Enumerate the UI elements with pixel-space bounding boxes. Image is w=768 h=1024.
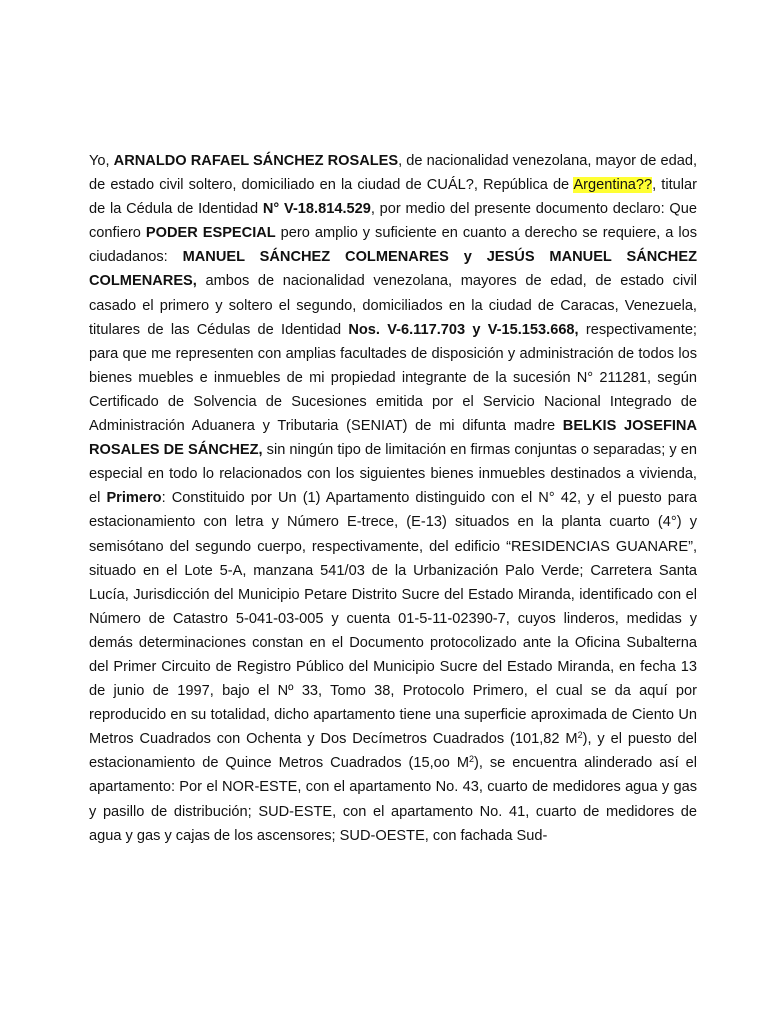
- power-type: PODER ESPECIAL: [145, 225, 276, 242]
- highlighted-country: Argentina??: [573, 177, 653, 194]
- text-segment: ), se encuentra alinderado así el apartamento: Por el NOR-ESTE, con el apartamento No. 43, cuarto de medidores agua y gas y pasillo de distribución; SUD-ESTE, con el apartamento No. 41, cuarto de medidores de agua y gas y cajas de los ascensores; SUD-OESTE, con fachada Sud-: [89, 755, 697, 844]
- text-segment: ambos de nacionalidad venezolana, mayores de edad, de estado civil casado el primero y soltero el segundo, domiciliados en la ciudad de Caracas, Venezuela, titulares de las Cédulas de Identidad: [89, 273, 697, 338]
- attorney-names: MANUEL SÁNCHEZ COLMENARES y JESÚS MANUEL SÁNCHEZ COLMENARES,: [89, 249, 697, 290]
- superscript: 2: [577, 730, 583, 741]
- grantor-name: ARNALDO RAFAEL SÁNCHEZ ROSALES: [113, 153, 399, 169]
- text-segment: ), y el puesto del estacionamiento de Quince Metros Cuadrados (15,oo M: [89, 731, 697, 772]
- property-first-label: Primero: [106, 490, 162, 507]
- superscript: 2: [469, 754, 475, 765]
- text-segment: , por medio del presente documento declaro: Que confiero: [89, 201, 697, 242]
- attorney-id-numbers: Nos. V-6.117.703 y V-15.153.668,: [348, 321, 579, 338]
- text-segment: , titular de la Cédula de Identidad: [89, 177, 697, 218]
- text-segment: : Constituido por Un (1) Apartamento distinguido con el N° 42, y el puesto para estacionamiento con letra y Número E-trece, (E-13) situados en la planta cuarto (4°) y semisótano del segundo cuerpo, respectivamente, del edificio “RESIDENCIAS GUANARE”, situado en el Lote 5-A, manzana 541/03 de la Urbanización Palo Verde; Carretera Santa Lucía, Jurisdicción del Municipio Petare Distrito Sucre del Estado Miranda, identificado con el Número de Catastro 5-041-03-005 y cuenta 01-5-11-02390-7, cuyos linderos, medidas y demás determinaciones constan en el Documento protocolizado ante la Oficina Subalterna del Primer Circuito de Registro Público del Municipio Sucre del Estado Miranda, en fecha 13 de junio de 1997, bajo el Nº 33, Tomo 38, Protocolo Primero, el cual se da aquí por reproducido en su totalidad, dicho apartamento tiene una superficie aproximada de Ciento Un Metros Cuadrados con Ochenta y Dos Decímetros Cuadrados (101,82 M: [89, 490, 697, 748]
- grantor-id-number: N° V-18.814.529: [262, 201, 371, 218]
- text-segment: respectivamente; para que me representen con amplias facultades de disposición y administración de todos los bienes muebles e inmuebles de mi propiedad integrante de la sucesión N° 211281, según Certificado de Solvencia de Sucesiones emitida por el Servicio Nacional Integrado de Administración Aduanera y Tributaria (SENIAT) de mi difunta madre: [89, 321, 697, 435]
- text-segment: Yo,: [89, 153, 114, 169]
- deceased-mother-name: BELKIS JOSEFINA ROSALES DE SÁNCHEZ,: [89, 418, 697, 459]
- text-segment: , de nacionalidad venezolana, mayor de edad, de estado civil soltero, domiciliado en la ciudad de CUÁL?, República de: [89, 153, 697, 194]
- text-segment: sin ningún tipo de limitación en firmas conjuntas o separadas; y en especial en todo lo relacionados con los siguientes bienes inmuebles destinados a vivienda, el: [89, 442, 697, 507]
- text-segment: pero amplio y suficiente en cuanto a derecho se requiere, a los ciudadanos:: [89, 225, 697, 266]
- document-paragraph: [89, 149, 697, 848]
